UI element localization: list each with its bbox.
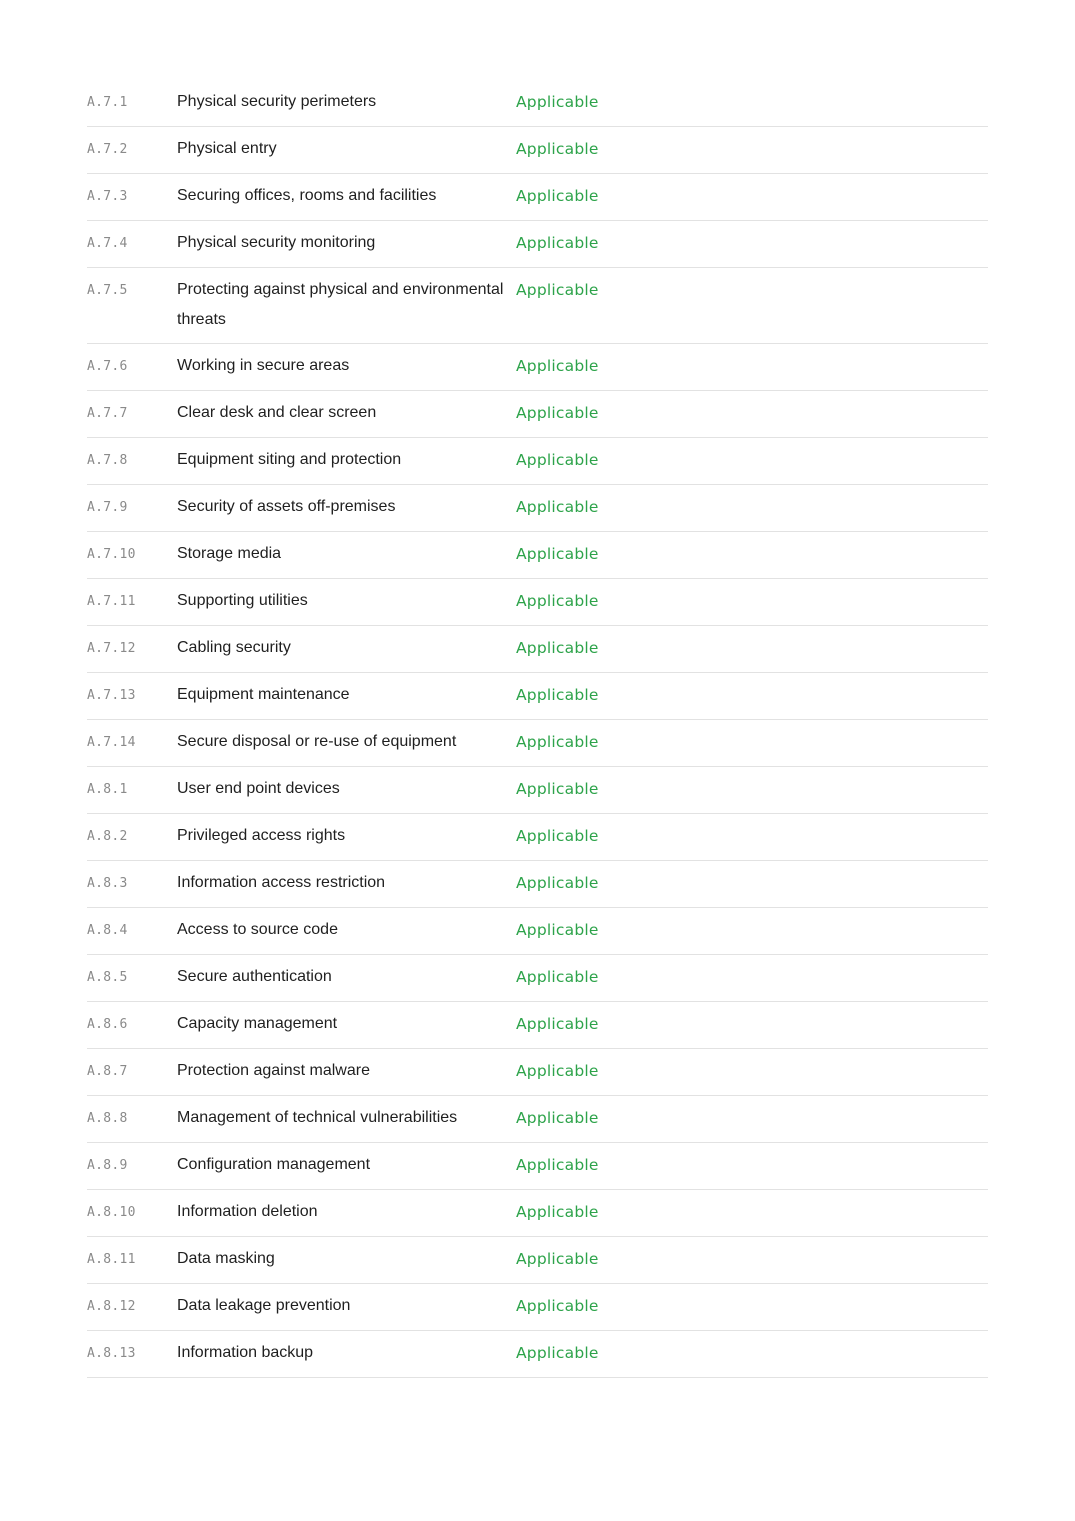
table-row: [87, 127, 988, 174]
control-code: A.7.5: [87, 283, 128, 298]
control-title: Equipment maintenance: [177, 686, 350, 703]
status-label: Applicable: [516, 592, 599, 610]
table-row: [87, 767, 988, 814]
table-row: [87, 955, 988, 1002]
control-code: A.7.1: [87, 95, 128, 110]
control-code: A.8.11: [87, 1252, 136, 1267]
table-row: [87, 1096, 988, 1143]
status-label: Applicable: [516, 404, 599, 422]
table-row: [87, 485, 988, 532]
controls-list: [87, 80, 988, 1378]
status-label: Applicable: [516, 1297, 599, 1315]
status-label: Applicable: [516, 187, 599, 205]
table-row: [87, 174, 988, 221]
control-code: A.7.3: [87, 189, 128, 204]
control-title: Configuration management: [177, 1156, 371, 1173]
table-row: [87, 1190, 988, 1237]
control-code: A.7.10: [87, 547, 136, 562]
status-label: Applicable: [516, 357, 599, 375]
control-code: A.7.9: [87, 500, 128, 515]
control-title: Protecting against physical and environmental threats: [177, 281, 504, 328]
table-row: [87, 268, 988, 344]
table-row: [87, 1237, 988, 1284]
status-label: Applicable: [516, 1156, 599, 1174]
status-label: Applicable: [516, 827, 599, 845]
control-code: A.8.9: [87, 1158, 128, 1173]
control-code: A.8.4: [87, 923, 128, 938]
control-title: Working in secure areas: [177, 357, 350, 374]
control-code: A.7.2: [87, 142, 128, 157]
control-title: Clear desk and clear screen: [177, 404, 377, 421]
table-row: [87, 532, 988, 579]
status-label: Applicable: [516, 545, 599, 563]
control-title: Security of assets off-premises: [177, 498, 396, 515]
control-code: A.7.12: [87, 641, 136, 656]
control-code: A.7.13: [87, 688, 136, 703]
table-row: [87, 579, 988, 626]
control-title: Cabling security: [177, 639, 291, 656]
status-label: Applicable: [516, 281, 599, 299]
control-code: A.8.6: [87, 1017, 128, 1032]
control-code: A.8.5: [87, 970, 128, 985]
status-label: Applicable: [516, 1203, 599, 1221]
table-row: [87, 391, 988, 438]
table-row: [87, 1331, 988, 1378]
controls-table: [87, 80, 988, 1378]
control-title: Information deletion: [177, 1203, 318, 1220]
status-label: Applicable: [516, 234, 599, 252]
control-code: A.7.4: [87, 236, 128, 251]
table-row: [87, 344, 988, 391]
control-title: Storage media: [177, 545, 282, 562]
table-row: [87, 814, 988, 861]
status-label: Applicable: [516, 140, 599, 158]
control-title: Data leakage prevention: [177, 1297, 351, 1314]
control-title: Secure disposal or re-use of equipment: [177, 733, 457, 750]
status-label: Applicable: [516, 1250, 599, 1268]
status-label: Applicable: [516, 780, 599, 798]
control-code: A.7.8: [87, 453, 128, 468]
control-title: Equipment siting and protection: [177, 451, 402, 468]
control-title: Protection against malware: [177, 1062, 370, 1079]
status-label: Applicable: [516, 451, 599, 469]
status-label: Applicable: [516, 498, 599, 516]
table-row: [87, 80, 988, 127]
control-title: Securing offices, rooms and facilities: [177, 187, 437, 204]
table-row: [87, 908, 988, 955]
table-row: [87, 626, 988, 673]
control-code: A.7.11: [87, 594, 136, 609]
table-row: [87, 720, 988, 767]
control-title: Physical entry: [177, 140, 277, 157]
control-code: A.7.7: [87, 406, 128, 421]
control-title: Access to source code: [177, 921, 338, 938]
control-title: Physical security monitoring: [177, 234, 376, 251]
control-code: A.7.6: [87, 359, 128, 374]
control-code: A.8.12: [87, 1299, 136, 1314]
control-title: Capacity management: [177, 1015, 338, 1032]
control-title: Information backup: [177, 1344, 314, 1361]
control-code: A.8.8: [87, 1111, 128, 1126]
control-title: Management of technical vulnerabilities: [177, 1109, 458, 1126]
status-label: Applicable: [516, 874, 599, 892]
table-row: [87, 861, 988, 908]
control-title: Physical security perimeters: [177, 93, 377, 110]
status-label: Applicable: [516, 733, 599, 751]
control-code: A.8.7: [87, 1064, 128, 1079]
table-row: [87, 673, 988, 720]
table-row: [87, 438, 988, 485]
status-label: Applicable: [516, 639, 599, 657]
table-row: [87, 1284, 988, 1331]
control-code: A.8.2: [87, 829, 128, 844]
status-label: Applicable: [516, 1344, 599, 1362]
control-code: A.8.13: [87, 1346, 136, 1361]
control-title: Data masking: [177, 1250, 275, 1267]
status-label: Applicable: [516, 1109, 599, 1127]
control-title: Privileged access rights: [177, 827, 346, 844]
status-label: Applicable: [516, 1015, 599, 1033]
control-title: Secure authentication: [177, 968, 332, 985]
table-row: [87, 1002, 988, 1049]
table-row: [87, 221, 988, 268]
status-label: Applicable: [516, 1062, 599, 1080]
control-code: A.8.10: [87, 1205, 136, 1220]
control-code: A.8.1: [87, 782, 128, 797]
table-row: [87, 1049, 988, 1096]
control-title: User end point devices: [177, 780, 340, 797]
status-label: Applicable: [516, 686, 599, 704]
control-code: A.7.14: [87, 735, 136, 750]
table-row: [87, 1143, 988, 1190]
control-title: Information access restriction: [177, 874, 386, 891]
control-code: A.8.3: [87, 876, 128, 891]
status-label: Applicable: [516, 921, 599, 939]
status-label: Applicable: [516, 93, 599, 111]
control-title: Supporting utilities: [177, 592, 308, 609]
status-label: Applicable: [516, 968, 599, 986]
